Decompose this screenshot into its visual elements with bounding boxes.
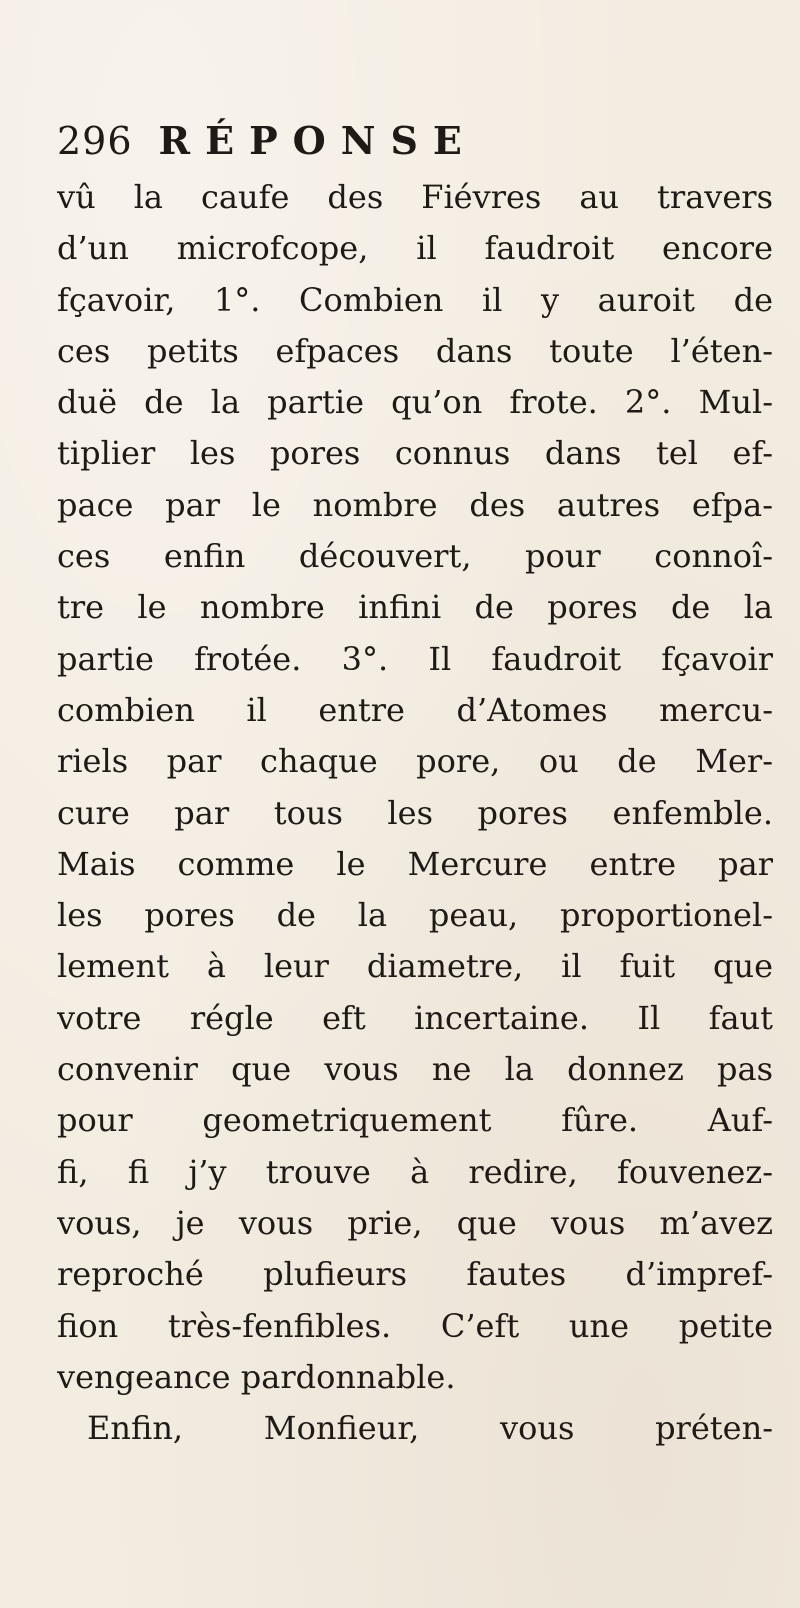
- text-line: reproché plufieurs fautes d’impref-: [57, 1255, 773, 1294]
- text-line: pour geometriquement fûre. Auf-: [57, 1101, 773, 1140]
- text-line: vous, je vous prie, que vous m’avez: [57, 1203, 773, 1242]
- page-number: 296: [57, 119, 133, 163]
- text-line: pace par le nombre des autres efpa-: [57, 485, 773, 524]
- text-line: vû la caufe des Fiévres au travers: [57, 178, 773, 216]
- running-head: RÉPONSE: [158, 118, 477, 163]
- text-line: les pores de la peau, proportionel-: [57, 896, 773, 935]
- text-line: Enfin, Monfieur, vous préten-: [87, 1409, 773, 1448]
- text-line: fçavoir, 1°. Combien il y auroit de: [57, 280, 773, 319]
- text-line: vengeance pardonnable.: [57, 1357, 456, 1396]
- text-line: riels par chaque pore, ou de Mer-: [57, 742, 773, 781]
- text-line: d’un microfcope, il faudroit encore: [57, 229, 773, 268]
- text-line: ces petits efpaces dans toute l’éten-: [57, 331, 773, 370]
- text-line: tre le nombre infini de pores de la: [57, 588, 773, 627]
- text-line: Mais comme le Mercure entre par: [57, 844, 773, 883]
- text-line: combien il entre d’Atomes mercu-: [57, 690, 773, 729]
- text-line: duë de la partie qu’on frote. 2°. Mul-: [57, 383, 773, 422]
- page-header: [57, 118, 757, 174]
- text-line: tiplier les pores connus dans tel ef-: [57, 434, 773, 473]
- body-text: [57, 172, 773, 1454]
- text-line: lement à leur diametre, il fuit que: [57, 947, 773, 986]
- text-line: cure par tous les pores enfemble.: [57, 793, 773, 832]
- text-line: votre régle eft incertaine. Il faut: [57, 998, 773, 1037]
- text-line: convenir que vous ne la donnez pas: [57, 1050, 773, 1089]
- text-line: ces enfin découvert, pour connoî-: [57, 537, 773, 576]
- text-line: fi, fi j’y trouve à redire, fouvenez-: [57, 1152, 773, 1191]
- text-line: partie frotée. 3°. Il faudroit fçavoir: [57, 639, 773, 678]
- text-line: fion très-fenfibles. C’eft une petite: [57, 1306, 773, 1345]
